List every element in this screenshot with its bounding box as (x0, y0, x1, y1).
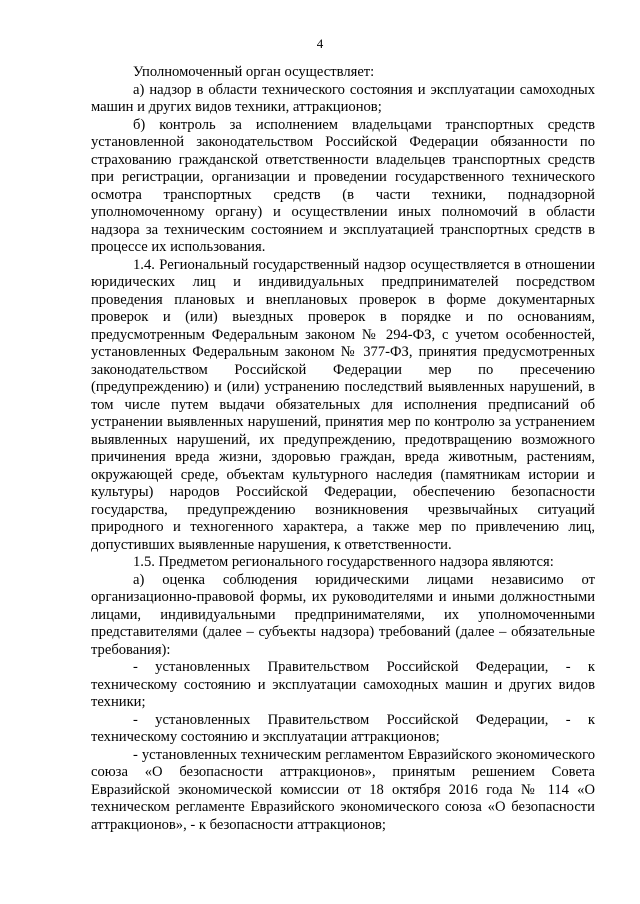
paragraph-requirement-eaeu-regulation: - установленных техническим регламентом Евразийского экономического союза «О безопасности аттракционов», принятым решением Совета Евразийской экономической комиссии от 18 октября 2016 года № 114 «О техническом регламенте Евразийского экономического союза «О безопасности аттракционов», - к безопасности аттракционов; (91, 746, 595, 833)
paragraph-item-a-assessment: а) оценка соблюдения юридическими лицами независимо от организационно-правовой формы, их руководителями и иными должностными лицами, индивидуальными предпринимателями, их уполномоченными представителями (далее – субъекты надзора) требований (далее – обязательные требования): (91, 571, 595, 658)
paragraph-section-1-5: 1.5. Предметом регионального государственного надзора являются: (133, 554, 554, 570)
paragraph-item-a-supervision: а) надзор в области технического состояния и эксплуатации самоходных машин и других видов техники, аттракционов; (91, 81, 595, 115)
paragraph-requirement-machines: - установленных Правительством Российской Федерации, - к техническому состоянию и эксплуатации самоходных машин и других видов техники; (91, 659, 595, 710)
document-body (91, 64, 595, 834)
paragraph-requirement-attractions: - установленных Правительством Российской Федерации, - к техническому состоянию и эксплуатации аттракционов; (91, 711, 595, 745)
page-number: 4 (316, 36, 324, 51)
paragraph-item-b-control: б) контроль за исполнением владельцами транспортных средств установленной законодательством Российской Федерации обязанности по страхованию гражданской ответственности владельцев транспортных средств при регистрации, организации и проведении государственного технического осмотра транспортных средств (в части техники, поднадзорной уполномоченному органу) и осуществлении иных полномочий в области надзора за техническим состоянием и эксплуатацией транспортных средств в процессе их использования. (91, 116, 595, 255)
paragraph-section-1-4: 1.4. Региональный государственный надзор осуществляется в отношении юридических лиц и индивидуальных предпринимателей посредством проведения плановых и внеплановых проверок в форме документарных проверок и (или) выездных проверок в порядке и по основаниям, предусмотренным Федеральным законом № 294-ФЗ, с учетом особенностей, установленных Федеральным законом № 377-ФЗ, принятия предусмотренных законодательством Российской Федерации мер по пресечению (предупреждению) и (или) устранению последствий выявленных нарушений, в том числе путем выдачи обязательных для исполнения предписаний об устранении выявленных нарушений, принятия мер по контролю за устранением выявленных нарушений, их предупреждению, предотвращению возможного причинения вреда жизни, здоровью граждан, вреда животным, растениям, окружающей среде, объектам культурного наследия (памятникам истории и культуры) народов Российской Федерации, обеспечению безопасности государства, предупреждению возникновения чрезвычайных ситуаций природного и техногенного характера, а также мер по привлечению лиц, допустивших выявленные нарушения, к ответственности. (91, 256, 595, 553)
paragraph-authority-intro: Уполномоченный орган осуществляет: (133, 64, 375, 80)
